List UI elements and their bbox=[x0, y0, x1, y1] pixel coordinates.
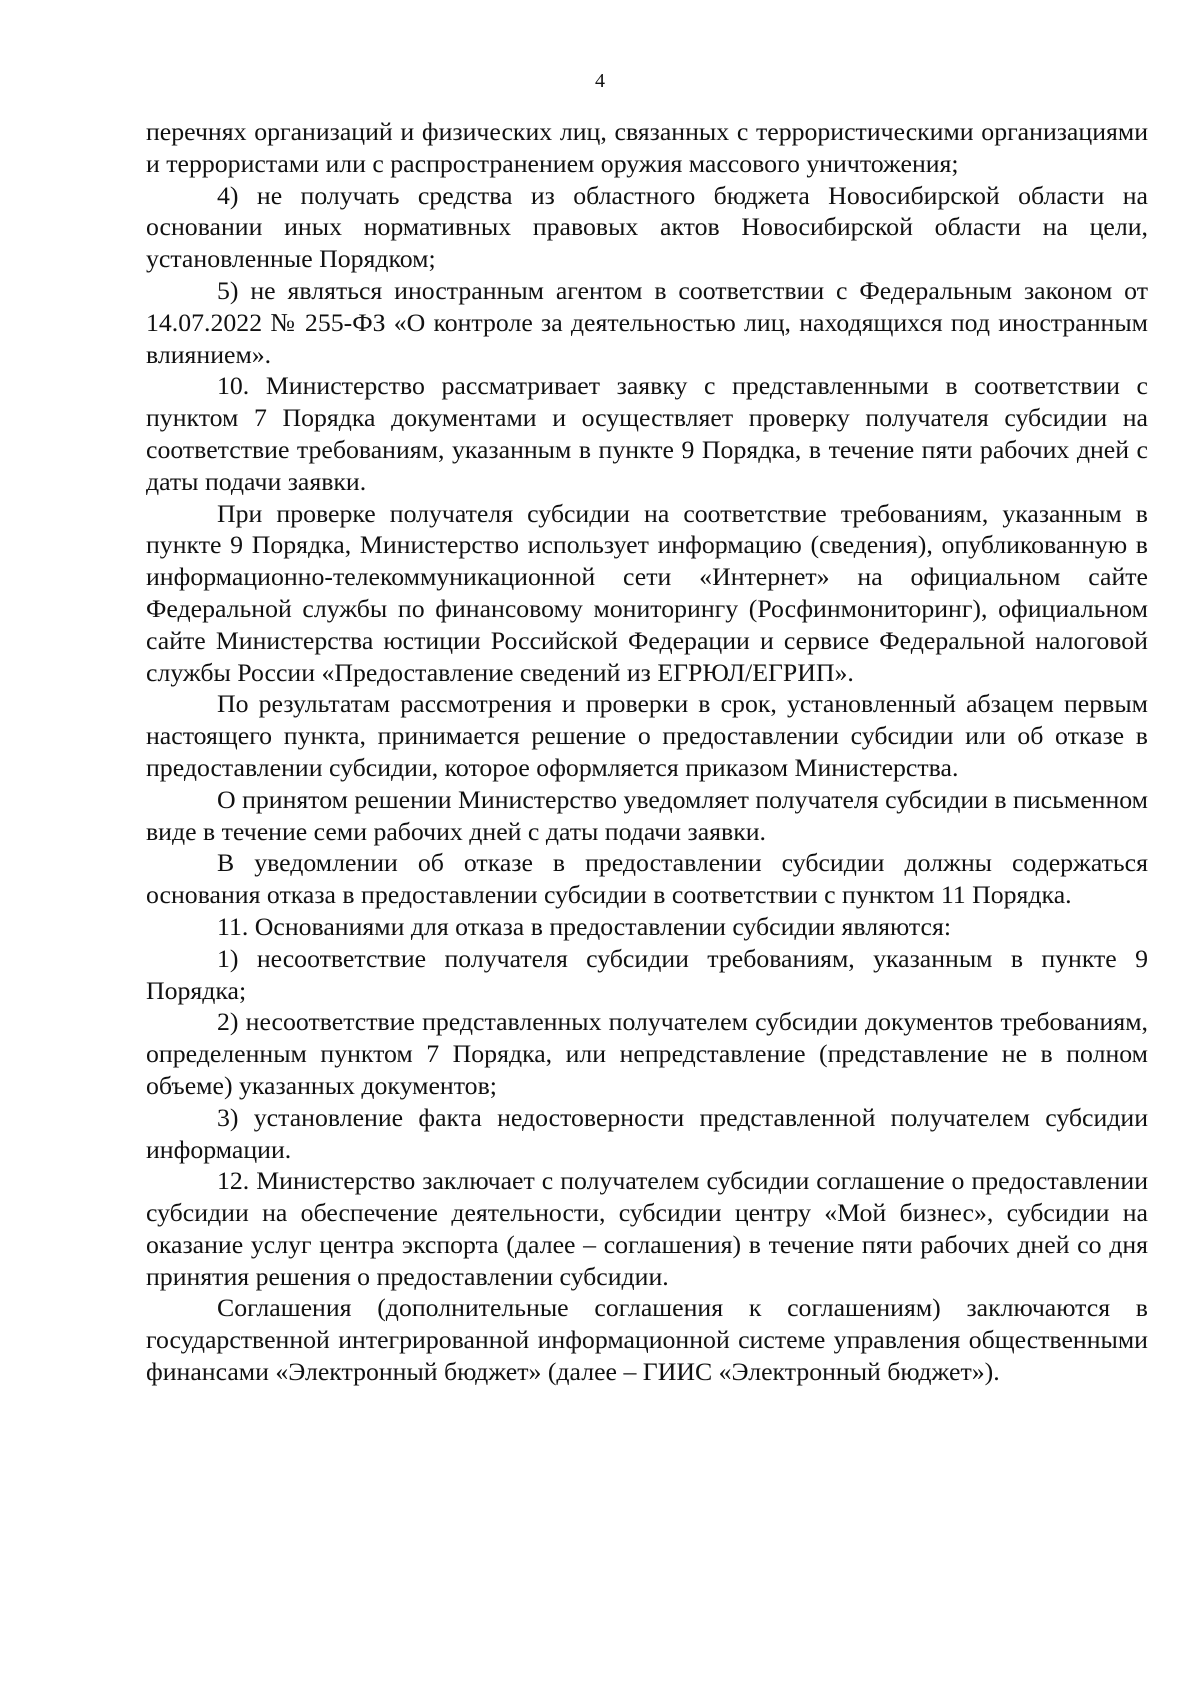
paragraph-continuation: перечнях организаций и физических лиц, связанных с террористическими организациями и террористами или с распространением оружия массового уничтожения; bbox=[146, 117, 1148, 178]
paragraph-ground-2: 2) несоответствие представленных получателем субсидии документов требованиям, определенным пунктом 7 Порядка, или непредставление (представление не в полном объеме) указанных документов; bbox=[146, 1007, 1148, 1100]
paragraph-verification: При проверке получателя субсидии на соответствие требованиям, указанным в пункте 9 Порядка, Министерство использует информацию (сведения), опубликованную в информационно-телекоммуникационной сети «Интернет» на официальном сайте Федеральной службы по финансовому мониторингу (Росфинмониторинг), официальном сайте Министерства юстиции Российской Федерации и сервисе Федеральной налоговой службы России «Предоставление сведений из ЕГРЮЛ/ЕГРИП». bbox=[146, 498, 1148, 687]
paragraph-decision: По результатам рассмотрения и проверки в срок, установленный абзацем первым настоящего пункта, принимается решение о предоставлении субсидии или об отказе в предоставлении субсидии, которое оформляется приказом Министерства. bbox=[146, 689, 1148, 782]
paragraph-notification: О принятом решении Министерство уведомляет получателя субсидии в письменном виде в течение семи рабочих дней с даты подачи заявки. bbox=[146, 784, 1148, 846]
paragraph-refusal-notice: В уведомлении об отказе в предоставлении субсидии должны содержаться основания отказа в предоставлении субсидии в соответствии с пунктом 11 Порядка. bbox=[146, 848, 1148, 910]
document-body bbox=[146, 116, 1148, 1388]
paragraph-item-4: 4) не получать средства из областного бюджета Новосибирской области на основании иных нормативных правовых актов Новосибирской области на цели, установленные Порядком; bbox=[146, 180, 1148, 274]
paragraph-agreements: Соглашения (дополнительные соглашения к соглашениям) заключаются в государственной интегрированной информационной системе управления общественными финансами «Электронный бюджет» (далее – ГИИС «Электронный бюджет»). bbox=[146, 1293, 1148, 1387]
paragraph-section-10: 10. Министерство рассматривает заявку с представленными в соответствии с пунктом 7 Порядка документами и осуществляет проверку получателя субсидии на соответствие требованиям, указанным в пункте 9 Порядка, в течение пяти рабочих дней с даты подачи заявки. bbox=[146, 371, 1148, 496]
page-number: 4 bbox=[595, 70, 605, 92]
paragraph-ground-1: 1) несоответствие получателя субсидии требованиям, указанным в пункте 9 Порядка; bbox=[146, 943, 1148, 1005]
paragraph-section-12: 12. Министерство заключает с получателем субсидии соглашение о предоставлении субсидии на обеспечение деятельности, субсидии центру «Мой бизнес», субсидии на оказание услуг центра экспорта (далее – соглашения) в течение пяти рабочих дней со дня принятия решения о предоставлении субсидии. bbox=[146, 1166, 1148, 1291]
paragraph-item-5: 5) не являться иностранным агентом в соответствии с Федеральным законом от 14.07.2022 № 255-ФЗ «О контроле за деятельностью лиц, находящихся под иностранным влиянием». bbox=[146, 275, 1148, 369]
paragraph-section-11: 11. Основаниями для отказа в предоставлении субсидии являются: bbox=[217, 911, 952, 941]
paragraph-ground-3: 3) установление факта недостоверности представленной получателем субсидии информации. bbox=[146, 1102, 1148, 1164]
